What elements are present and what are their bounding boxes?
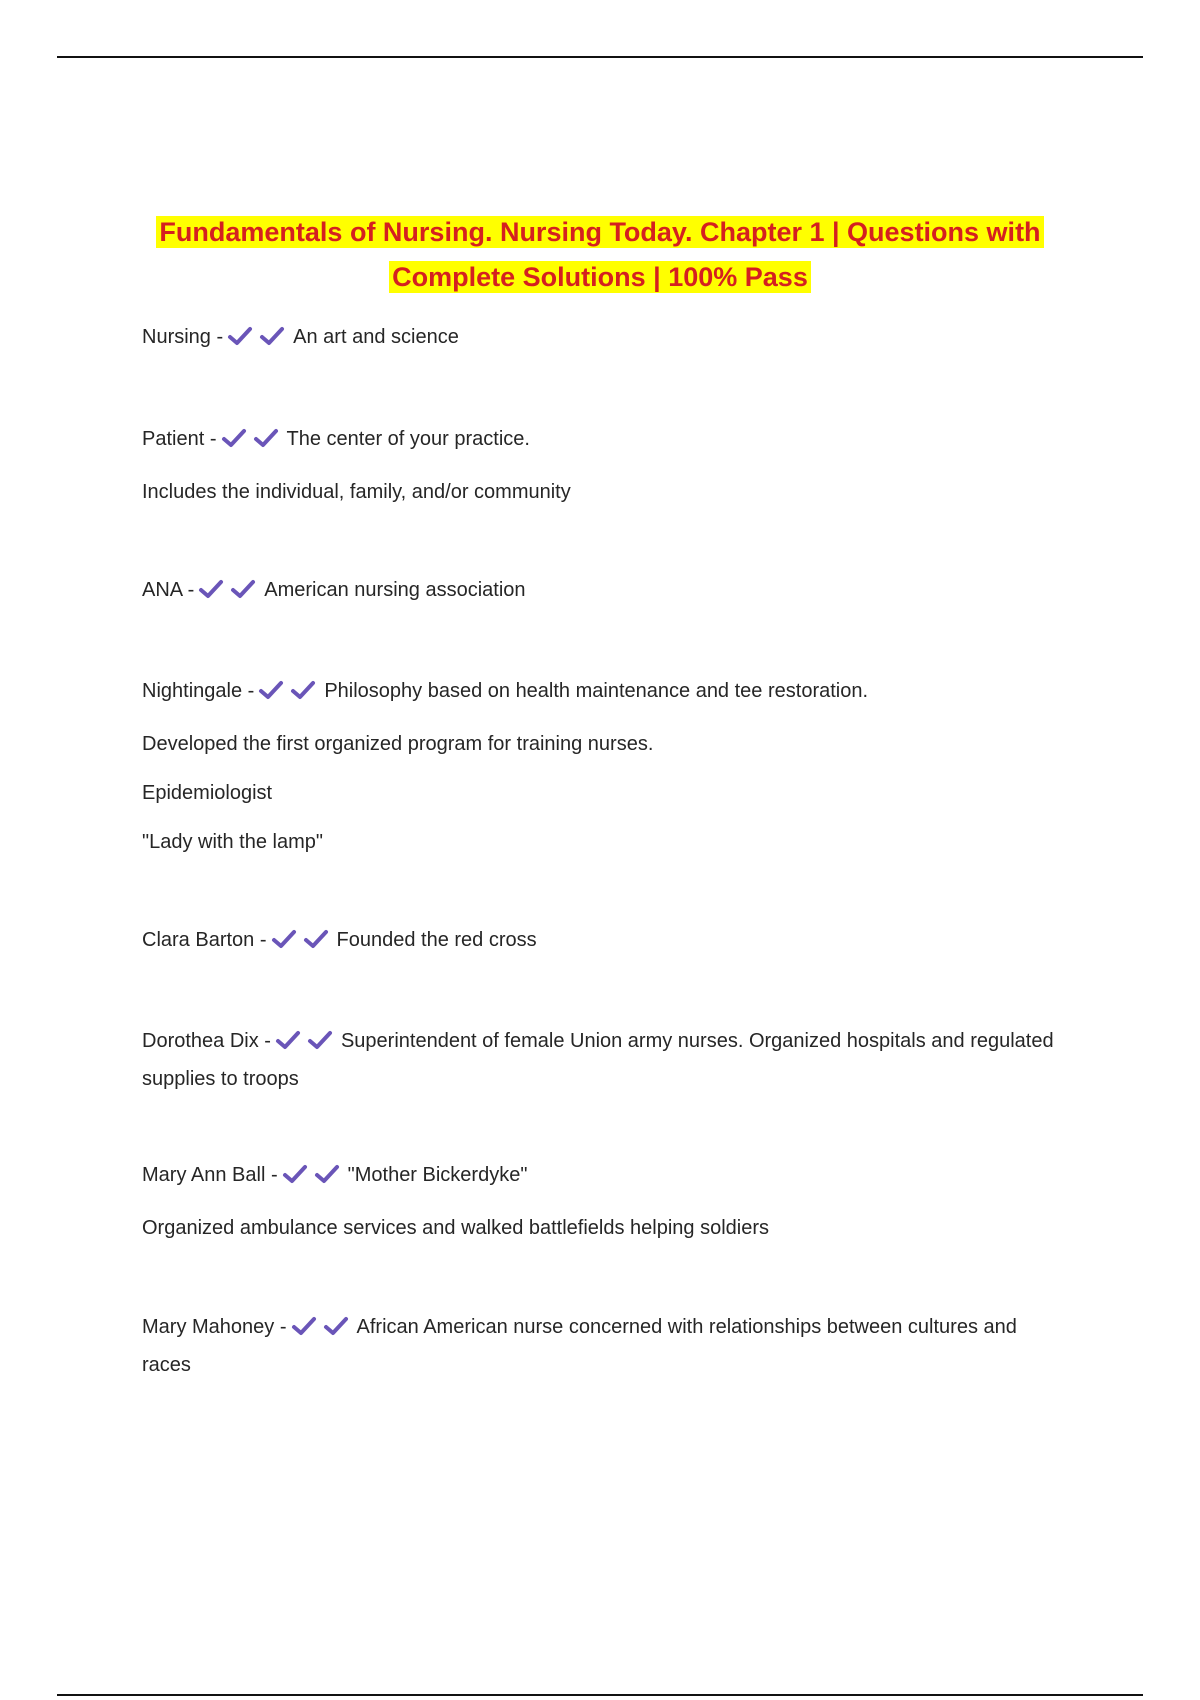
qa-main-line [142,320,1062,358]
double-check-icon [291,1314,355,1348]
separator: - [279,1316,287,1338]
qa-main-line [142,1158,1062,1196]
qa-main-line [142,923,1062,961]
term: Mary Ann Ball [142,1164,266,1186]
answer: Superintendent of female Union army nurses. Organized hospitals and regulated supplies to troops [142,1030,1054,1090]
separator: - [259,929,267,951]
answer: Founded the red cross [336,929,537,951]
answer: Philosophy based on health maintenance and tee restoration. [324,680,869,702]
answer: The center of your practice. [286,428,530,450]
bottom-rule [57,1694,1143,1696]
double-check-icon [221,426,285,460]
qa-main-line [142,1024,1062,1096]
term: Nursing [142,326,211,348]
qa-main-line [142,1310,1062,1382]
qa-entry-ana [142,573,1062,611]
separator: - [209,428,217,450]
separator: - [187,579,195,601]
qa-extra-line: "Lady with the lamp" [142,831,323,853]
qa-extra-line: Epidemiologist [142,782,273,804]
qa-main-line [142,573,1062,611]
double-check-icon [198,577,262,611]
term: ANA [142,579,183,601]
answer: American nursing association [264,579,526,601]
title-line-1: Fundamentals of Nursing. Nursing Today. Chapter 1 | Questions with [156,216,1043,248]
double-check-icon [227,324,291,358]
qa-entry-patient [142,422,1062,509]
qa-entry-nursing [142,320,1062,358]
qa-entry-mary-mahoney [142,1310,1062,1382]
top-rule [57,56,1143,58]
answer: "Mother Bickerdyke" [347,1164,528,1186]
double-check-icon [282,1162,346,1196]
qa-main-line [142,674,1062,712]
qa-entry-nightingale [142,674,1062,859]
separator: - [264,1030,271,1052]
double-check-icon [271,927,335,961]
answer: An art and science [293,326,459,348]
separator: - [247,680,255,702]
term: Dorothea Dix [142,1030,259,1052]
qa-entry-mary-ann-ball [142,1158,1062,1245]
double-check-icon [275,1028,339,1062]
qa-entry-clara-barton [142,923,1062,961]
title-line-2: Complete Solutions | 100% Pass [389,261,811,293]
term: Clara Barton [142,929,255,951]
qa-main-line [142,422,1062,460]
separator: - [216,326,224,348]
document-title [130,210,1070,300]
separator: - [270,1164,278,1186]
qa-extra-line: Developed the first organized program for training nurses. [142,733,654,755]
qa-extra-line: Includes the individual, family, and/or community [142,481,571,503]
qa-entry-dorothea-dix [142,1024,1062,1096]
term: Mary Mahoney [142,1316,275,1338]
term: Nightingale [142,680,243,702]
answer: African American nurse concerned with relationships between cultures and races [142,1316,1017,1376]
double-check-icon [258,678,322,712]
term: Patient [142,428,205,450]
qa-extra-line: Organized ambulance services and walked battlefields helping soldiers [142,1217,770,1239]
